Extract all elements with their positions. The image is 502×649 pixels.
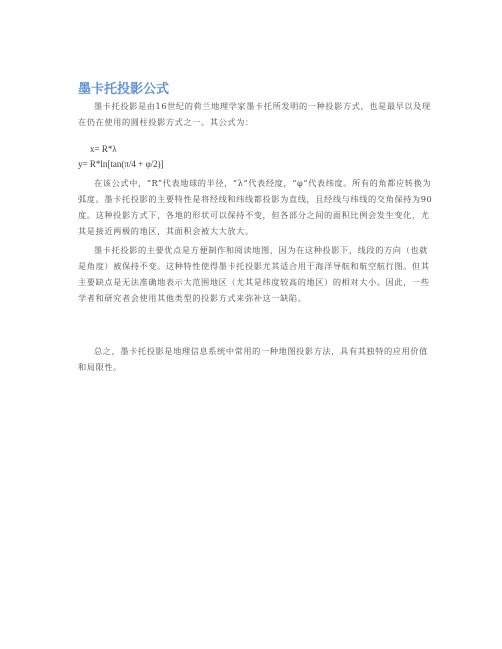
formula-x: x= R*λ <box>90 144 117 154</box>
paragraph-formula-explanation: 在该公式中，“R”代表地球的半径，“λ”代表经度，“φ”代表纬度。所有的角都应转换为弧度。墨卡托投影的主要特性是将经线和纬线都投影为直线，且经线与纬线的交角保持为90度。这种投影方式下，各地的形状可以保持不变，但各部分之间的面积比例会发生变化，尤其是接近两极的地区，其面积会被大大放大。 <box>78 178 433 236</box>
page-title: 墨卡托投影公式 <box>78 82 170 97</box>
paragraph-intro: 墨卡托投影是由16世纪的荷兰地理学家墨卡托所发明的一种投影方式，也是最早以及现在仍在使用的圆柱投影方式之一。其公式为： <box>78 101 431 127</box>
paragraph-advantages: 墨卡托投影的主要优点是方便制作和阅读地图，因为在这种投影下，线段的方向（也就是角度）被保持不变。这种特性使得墨卡托投影尤其适合用于海洋导航和航空航行图。但其主要缺点是无法准确地表示大范围地区（尤其是纬度较高的地区）的相对大小。因此，一些学者和研究者会使用其他类型的投影方式来弥补这一缺陷。 <box>78 245 430 303</box>
paragraph-summary: 总之，墨卡托投影是地理信息系统中常用的一种地图投影方法，具有其独特的应用价值和局限性。 <box>78 346 428 372</box>
formula-y: y= R*ln[tan(π/4 + φ/2)] <box>78 159 164 169</box>
